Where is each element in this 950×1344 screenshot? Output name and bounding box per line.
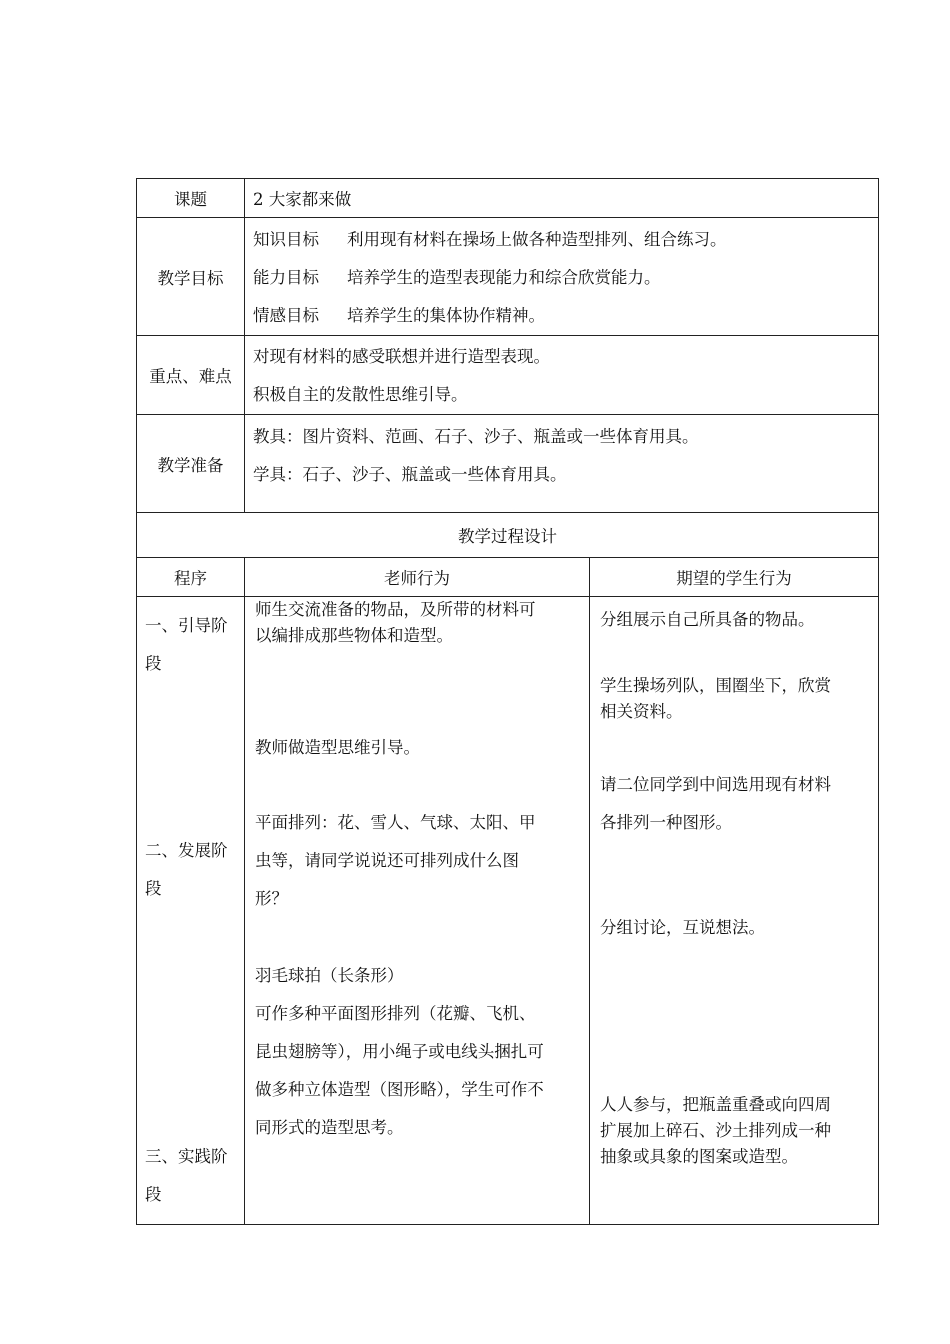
header-teacher: 老师行为 (245, 558, 590, 597)
topic-label: 课题 (137, 179, 245, 218)
process-title: 教学过程设计 (137, 513, 879, 558)
preparation-label: 教学准备 (137, 415, 245, 513)
teacher-cell (245, 597, 590, 1225)
student-participate: 人人参与，把瓶盖重叠或向四周 扩展加上碎石、沙土排列成一种 抽象或具象的图案或造型。 (600, 1095, 831, 1166)
student-cell (590, 597, 879, 1225)
keypoints-label: 重点、难点 (137, 336, 245, 415)
teacher-racket: 羽毛球拍（长条形） 可作多种平面图形排列（花瓣、飞机、 昆虫翅膀等），用小绳子或电线头捆扎可 做多种立体造型（图形略），学生可作不 同形式的造型思考。 (255, 966, 544, 1137)
stage-practice: 三、实践阶 段 (145, 1147, 228, 1204)
objective-ability: 能力目标 培养学生的造型表现能力和综合欣赏能力。 (253, 268, 661, 287)
process-title-row (137, 513, 879, 558)
preparation-line: 教具：图片资料、范画、石子、沙子、瓶盖或一些体育用具。 (253, 427, 699, 446)
keypoint-line: 对现有材料的感受联想并进行造型表现。 (253, 347, 550, 366)
objectives-row (137, 218, 879, 336)
header-procedure: 程序 (137, 558, 245, 597)
teacher-guide: 教师做造型思维引导。 (255, 738, 420, 757)
header-student: 期望的学生行为 (590, 558, 879, 597)
lesson-plan-table (136, 178, 879, 1225)
student-show: 分组展示自己所具备的物品。 (600, 610, 815, 629)
process-body-row (137, 597, 879, 1225)
teacher-plane-arrange: 平面排列：花、雪人、气球、太阳、甲 虫等，请同学说说还可排列成什么图 形？ (255, 813, 536, 908)
keypoints-row (137, 336, 879, 415)
objectives-content (245, 218, 879, 336)
objectives-label: 教学目标 (137, 218, 245, 336)
teacher-exchange: 师生交流准备的物品，及所带的材料可 以编排成那些物体和造型。 (255, 600, 536, 645)
keypoints-content (245, 336, 879, 415)
student-arrange: 请二位同学到中间选用现有材料 各排列一种图形。 (600, 775, 831, 832)
student-lineup: 学生操场列队，围圈坐下，欣赏 相关资料。 (600, 676, 831, 721)
student-discuss: 分组讨论，互说想法。 (600, 918, 765, 937)
preparation-content (245, 415, 879, 513)
objective-knowledge: 知识目标 利用现有材料在操场上做各种造型排列、组合练习。 (253, 230, 727, 249)
process-header-row (137, 558, 879, 597)
preparation-row (137, 415, 879, 513)
stage-guide: 一、引导阶 段 (145, 616, 228, 673)
topic-row (137, 179, 879, 218)
preparation-line: 学具：石子、沙子、瓶盖或一些体育用具。 (253, 465, 567, 484)
keypoint-line: 积极自主的发散性思维引导。 (253, 385, 468, 404)
topic-value: 2 大家都来做 (245, 179, 879, 218)
objective-emotion: 情感目标 培养学生的集体协作精神。 (253, 306, 545, 325)
stage-develop: 二、发展阶 段 (145, 841, 228, 898)
stages-cell (137, 597, 245, 1225)
